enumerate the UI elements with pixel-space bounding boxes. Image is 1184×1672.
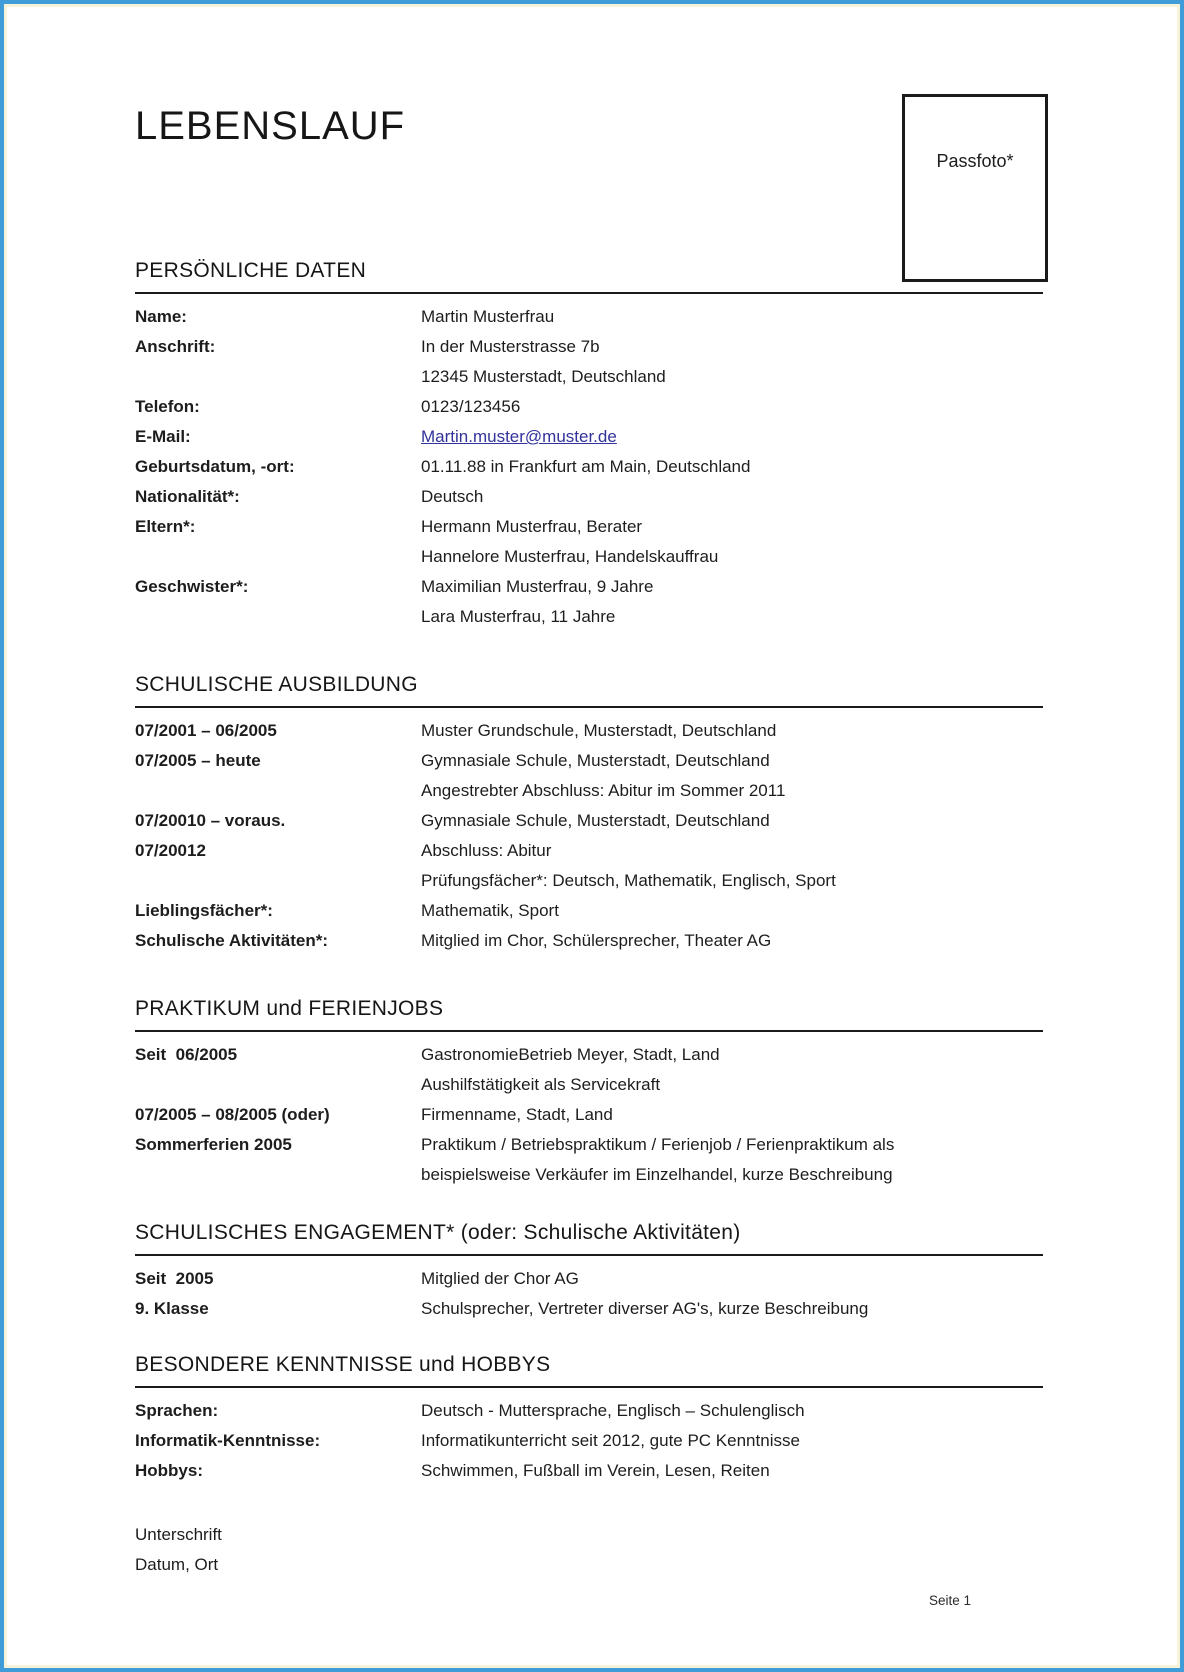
- field-label: Seit 06/2005: [135, 1045, 238, 1064]
- page-title: LEBENSLAUF: [135, 104, 406, 148]
- field-label: 07/20012: [135, 841, 206, 860]
- field-label: Geburtsdatum, -ort:: [135, 457, 295, 476]
- field-value: Maximilian Musterfrau, 9 Jahre: [421, 577, 654, 596]
- field-value: Schulsprecher, Vertreter diverser AG's, kurze Beschreibung: [421, 1299, 869, 1318]
- field-label: 9. Klasse: [135, 1299, 209, 1318]
- field-value: 12345 Musterstadt, Deutschland: [421, 367, 666, 386]
- section-heading-education: SCHULISCHE AUSBILDUNG: [135, 672, 1043, 708]
- section-heading-engagement: SCHULISCHES ENGAGEMENT* (oder: Schulische Aktivitäten): [135, 1220, 1043, 1256]
- field-value: 01.11.88 in Frankfurt am Main, Deutschland: [421, 457, 751, 476]
- signature-block: [135, 1520, 1043, 1580]
- field-value: Lara Musterfrau, 11 Jahre: [421, 607, 616, 626]
- section-engagement: [135, 1220, 1043, 1324]
- field-label: Seit 2005: [135, 1269, 214, 1288]
- row-gymnasium-voraussichtlich: [135, 806, 1043, 896]
- section-kenntnisse: [135, 1352, 1043, 1486]
- praktikum-rows: [135, 1040, 1043, 1190]
- row-anschrift: [135, 332, 1043, 392]
- passfoto-label: Passfoto*: [936, 151, 1014, 171]
- field-value: Abschluss: Abitur: [421, 841, 552, 860]
- row-gymnasium-aktuell: [135, 746, 1043, 806]
- row-schulsprecher: [135, 1294, 1043, 1324]
- row-email: [135, 422, 1043, 452]
- field-value: Praktikum / Betriebspraktikum / Ferienjob / Ferienpraktikum als: [421, 1135, 895, 1154]
- field-value: Deutsch: [421, 487, 484, 506]
- row-gastronomie: [135, 1040, 1043, 1100]
- field-label: Nationalität*:: [135, 487, 240, 506]
- row-informatik: [135, 1426, 1043, 1456]
- field-label: 07/2005 – 08/2005 (oder): [135, 1105, 330, 1124]
- row-sprachen: [135, 1396, 1043, 1426]
- section-heading-kenntnisse: BESONDERE KENNTNISSE und HOBBYS: [135, 1352, 1043, 1388]
- field-label: Telefon:: [135, 397, 200, 416]
- field-value: Mitglied im Chor, Schülersprecher, Theater AG: [421, 931, 772, 950]
- section-personal-data: [135, 258, 1043, 632]
- section-education: [135, 672, 1043, 956]
- row-chor-ag: [135, 1264, 1043, 1294]
- signature-label: Unterschrift: [135, 1525, 222, 1544]
- field-value: Hannelore Musterfrau, Handelskauffrau: [421, 547, 719, 566]
- kenntnisse-rows: [135, 1396, 1043, 1486]
- row-eltern: [135, 512, 1043, 572]
- field-label: 07/2001 – 06/2005: [135, 721, 277, 740]
- field-label: Sommerferien 2005: [135, 1135, 292, 1154]
- row-telefon: [135, 392, 1043, 422]
- field-value: Prüfungsfächer*: Deutsch, Mathematik, Englisch, Sport: [421, 871, 836, 890]
- field-label: Geschwister*:: [135, 577, 249, 596]
- email-link[interactable]: Martin.muster@muster.de: [421, 427, 617, 446]
- field-label: Lieblingsfächer*:: [135, 901, 273, 920]
- field-value: GastronomieBetrieb Meyer, Stadt, Land: [421, 1045, 720, 1064]
- field-value: Firmenname, Stadt, Land: [421, 1105, 613, 1124]
- field-label: Anschrift:: [135, 337, 216, 356]
- field-value: Informatikunterricht seit 2012, gute PC Kenntnisse: [421, 1431, 800, 1450]
- field-label: Schulische Aktivitäten*:: [135, 931, 329, 950]
- row-name: [135, 302, 1043, 332]
- field-value: Angestrebter Abschluss: Abitur im Sommer 2011: [421, 781, 786, 800]
- page-number: Seite 1: [928, 1593, 971, 1608]
- field-value: Deutsch - Muttersprache, Englisch – Schulenglisch: [421, 1401, 805, 1420]
- field-value: Mathematik, Sport: [421, 901, 559, 920]
- field-label: Sprachen:: [135, 1401, 219, 1420]
- row-nationalitaet: [135, 482, 1043, 512]
- row-geburtsdatum: [135, 452, 1043, 482]
- row-lieblingsfaecher: [135, 896, 1043, 926]
- field-value: In der Musterstrasse 7b: [421, 337, 600, 356]
- row-hobbys: [135, 1456, 1043, 1486]
- field-value: beispielsweise Verkäufer im Einzelhandel, kurze Beschreibung: [421, 1165, 893, 1184]
- field-label: Eltern*:: [135, 517, 196, 536]
- personal-data-rows: [135, 302, 1043, 632]
- field-value: Gymnasiale Schule, Musterstadt, Deutschland: [421, 811, 770, 830]
- field-label: 07/2005 – heute: [135, 751, 261, 770]
- field-value: Gymnasiale Schule, Musterstadt, Deutschland: [421, 751, 770, 770]
- field-label: E-Mail:: [135, 427, 191, 446]
- row-grundschule: [135, 716, 1043, 746]
- field-value: Hermann Musterfrau, Berater: [421, 517, 643, 536]
- field-value: Martin Musterfrau: [421, 307, 555, 326]
- field-label: Name:: [135, 307, 187, 326]
- section-heading-personal-data: PERSÖNLICHE DATEN: [135, 258, 1043, 294]
- field-value: 0123/123456: [421, 397, 521, 416]
- passfoto-placeholder-box: [902, 94, 1048, 282]
- field-label: Hobbys:: [135, 1461, 203, 1480]
- row-geschwister: [135, 572, 1043, 632]
- row-ferienjob: [135, 1100, 1043, 1190]
- field-value: Muster Grundschule, Musterstadt, Deutschland: [421, 721, 777, 740]
- section-praktikum: [135, 996, 1043, 1190]
- field-label: 07/20010 – voraus.: [135, 811, 286, 830]
- field-value: Schwimmen, Fußball im Verein, Lesen, Reiten: [421, 1461, 770, 1480]
- field-value: Mitglied der Chor AG: [421, 1269, 579, 1288]
- field-label: Informatik-Kenntnisse:: [135, 1431, 321, 1450]
- field-value: Aushilfstätigkeit als Servicekraft: [421, 1075, 661, 1094]
- row-schulische-aktivitaeten: [135, 926, 1043, 956]
- engagement-rows: [135, 1264, 1043, 1324]
- education-rows: [135, 716, 1043, 956]
- section-heading-praktikum: PRAKTIKUM und FERIENJOBS: [135, 996, 1043, 1032]
- date-place-label: Datum, Ort: [135, 1555, 219, 1574]
